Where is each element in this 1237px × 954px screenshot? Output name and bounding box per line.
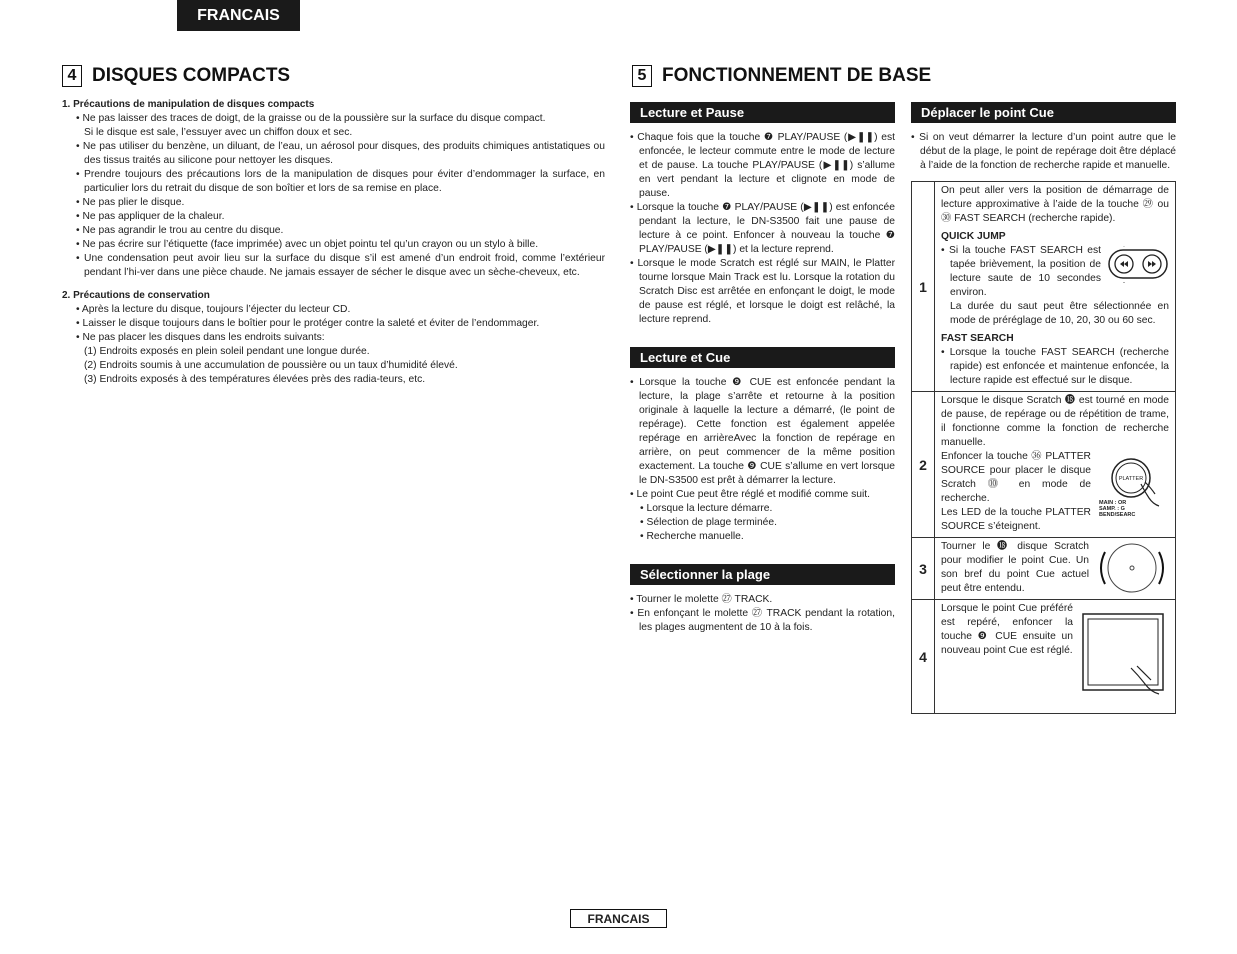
fast-search-buttons-icon xyxy=(1107,244,1169,284)
move-cue-heading: Déplacer le point Cue xyxy=(911,102,1176,123)
platter-label: PLATTER xyxy=(1118,476,1144,482)
step-text: Enfoncer la touche ㊱ PLATTER SOURCE pour placer le disque Scratch ⓾ en mode de recherche. xyxy=(941,451,1091,504)
quick-jump-heading: QUICK JUMP xyxy=(941,231,1006,242)
list-item: • Ne pas utiliser du benzène, un diluant, de l’eau, un aérosol pour disques, des produits chimiques antistatiques ou des tissus traités au silicone pour nettoyer les disques. xyxy=(62,140,605,168)
step-content xyxy=(935,392,1176,538)
sub-item: • Sélection de plage terminée. xyxy=(630,516,895,530)
platter-source-button-figure xyxy=(1097,452,1169,518)
list-item: • Si la touche FAST SEARCH est tapée brièvement, la position de lecture saute de 10 secondes environ. xyxy=(941,244,1169,300)
section-title-text: DISQUES COMPACTS xyxy=(92,65,291,86)
step-text: On peut aller vers la position de démarrage de lecture approximative à l’aide de la touche ㉙ ou ㉚ FAST SEARCH (recherche rapide). xyxy=(941,185,1169,224)
svg-text:-: - xyxy=(1123,280,1125,284)
compact-discs-column xyxy=(62,98,605,387)
footer-language-label: FRANCAIS xyxy=(570,909,667,928)
step-number: 2 xyxy=(912,392,935,538)
list-item: • Ne pas placer les disques dans les endroits suivants: xyxy=(62,331,605,345)
list-item: • Prendre toujours des précautions lors de la manipulation de disques pour éviter d’endommager la surface, en particulier lors du retrait du disque de son boîtier et lors de sa remise en place. xyxy=(62,168,605,196)
list-item: • Lorsque le mode Scratch est réglé sur MAIN, le Platter tourne lorsque Main Track est lu. Lorsque la rotation du Scratch Disc est arrêtée en enfonçant le doigt, le mode de pause est réglé, et lorsque le doigt est relâché, la lecture reprend. xyxy=(630,257,895,327)
list-item: • Ne pas appliquer de la chaleur. xyxy=(62,210,605,224)
step-text: Lorsque le disque Scratch ⓲ est tourné en mode de pause, de repérage ou de répétition de trame, il fonctionne comme la fonction de recherche manuelle. xyxy=(941,395,1169,448)
list-item: • Lorsque la touche FAST SEARCH (recherche rapide) est enfoncée et maintenue enfoncée, la lecture rapide est effectué sur le disque. xyxy=(941,346,1169,388)
section-5-title xyxy=(632,65,931,87)
step-number: 4 xyxy=(912,600,935,714)
list-item: • Tourner le molette ㉗ TRACK. xyxy=(630,593,895,607)
list-item: • Chaque fois que la touche ❼ PLAY/PAUSE (▶❚❚) est enfoncée, le lecteur commute entre le mode de lecture et de pause. La touche PLAY/PAUSE (▶❚❚) s’allume en vert pendant la lecture et clignote en mode de pause. xyxy=(630,131,895,201)
lecture-pause-heading: Lecture et Pause xyxy=(630,102,895,123)
basic-operation-column xyxy=(630,102,895,635)
svg-text:·: · xyxy=(1123,244,1125,250)
list-item: • Une condensation peut avoir lieu sur la surface du disque s’il est amené d’un endroit froid, comme l’extérieur pendant l’hi-ver dans une pièce chaude. Ne jamais essayer de sécher le disque avec un sèche-cheveux, etc. xyxy=(62,252,605,280)
list-item: • Ne pas plier le disque. xyxy=(62,196,605,210)
step-number: 1 xyxy=(912,182,935,392)
numbered-item: (1) Endroits exposés en plein soleil pendant une longue durée. xyxy=(84,346,370,357)
step-row xyxy=(912,600,1176,714)
numbered-item: (2) Endroits soumis à une accumulation de poussière ou un taux d’humidité élevé. xyxy=(84,360,458,371)
figure-label: MAIN : OR xyxy=(1099,500,1127,506)
step-row xyxy=(912,392,1176,538)
fast-search-heading: FAST SEARCH xyxy=(941,333,1014,344)
list-item: • Laisser le disque toujours dans le boîtier pour le protéger contre la saleté et éviter de l’endommager. xyxy=(62,317,605,331)
subheading: 2. Précautions de conservation xyxy=(62,290,210,301)
language-tab: FRANCAIS xyxy=(177,0,300,31)
steps-table xyxy=(911,181,1176,714)
list-item: • Le point Cue peut être réglé et modifié comme suit. xyxy=(630,488,895,502)
figure-label: SAMP. : G xyxy=(1099,506,1125,512)
step-text: Les LED de la touche PLATTER SOURCE s’éteignent. xyxy=(941,507,1091,532)
list-item: • En enfonçant le molette ㉗ TRACK pendant la rotation, les plages augmentent de 10 à la fois. xyxy=(630,607,895,635)
list-item: • Après la lecture du disque, toujours l’éjecter du lecteur CD. xyxy=(62,303,605,317)
list-item: • Ne pas écrire sur l’étiquette (face imprimée) avec un objet pointu tel qu’un crayon ou un stylo à bille. xyxy=(62,238,605,252)
select-track-heading: Sélectionner la plage xyxy=(630,564,895,585)
list-item: • Si on veut démarrer la lecture d’un point autre que le début de la plage, le point de repérage doit être déplacé à l’aide de la fonction de recherche rapide et manuelle. xyxy=(911,131,1176,173)
step-row xyxy=(912,182,1176,392)
step-number: 3 xyxy=(912,538,935,600)
step-row xyxy=(912,538,1176,600)
numbered-item: (3) Endroits exposés à des températures élevées près des radia-teurs, etc. xyxy=(84,374,426,385)
list-item: • Ne pas agrandir le trou au centre du disque. xyxy=(62,224,605,238)
section-title-text: FONCTIONNEMENT DE BASE xyxy=(662,65,932,86)
section-number: 5 xyxy=(632,65,652,87)
list-item: • Ne pas laisser des traces de doigt, de la graisse ou de la poussière sur la surface du disque compact. xyxy=(62,112,605,126)
list-item-continuation: La durée du saut peut être sélectionnée en mode de préréglage de 10, 20, 30 ou 60 sec. xyxy=(950,301,1169,326)
list-item: • Lorsque la touche ❼ PLAY/PAUSE (▶❚❚) est enfoncée pendant la lecture, le DN-S3500 fait une pause de lecture à ce point. Enfoncer à nouveau la touche ❼ PLAY/PAUSE (▶❚❚) et la lecture reprend. xyxy=(630,201,895,257)
step-content xyxy=(935,538,1176,600)
step-text: Tourner le ⓲ disque Scratch pour modifier le point Cue. Un son bref du point Cue actuel peut être entendu. xyxy=(941,541,1089,594)
lecture-cue-heading: Lecture et Cue xyxy=(630,347,895,368)
step-text: Lorsque le point Cue préféré est repéré, enfoncer la touche ❾ CUE ensuite un nouveau point Cue est réglé. xyxy=(941,603,1073,656)
section-4-title xyxy=(62,65,290,87)
list-item: • Lorsque la touche ❾ CUE est enfoncée pendant la lecture, la plage s’arrête et retourne à la position originale à laquelle la lecture a démarré, (le point de repérage). Cette fonction est également appelée repérage en arrièreAvec la fonction de repérage en arrière, on peut commencer de la même position exactement. La touche ❾ CUE s’allume en vert lorsque le DN-S3500 est prêt à démarrer la lecture. xyxy=(630,376,895,488)
sub-item: • Recherche manuelle. xyxy=(630,530,895,544)
section-number: 4 xyxy=(62,65,82,87)
subheading: 1. Précautions de manipulation de disques compacts xyxy=(62,99,315,110)
scratch-disc-icon xyxy=(1095,540,1169,596)
move-cue-column xyxy=(911,102,1176,714)
figure-label: BEND/SEARC xyxy=(1099,512,1136,518)
list-item-continuation: Si le disque est sale, l’essuyer avec un chiffon doux et sec. xyxy=(84,127,353,138)
cue-button-figure xyxy=(1079,610,1169,702)
sub-item: • Lorsque la lecture démarre. xyxy=(630,502,895,516)
step-content xyxy=(935,600,1176,714)
step-content xyxy=(935,182,1176,392)
